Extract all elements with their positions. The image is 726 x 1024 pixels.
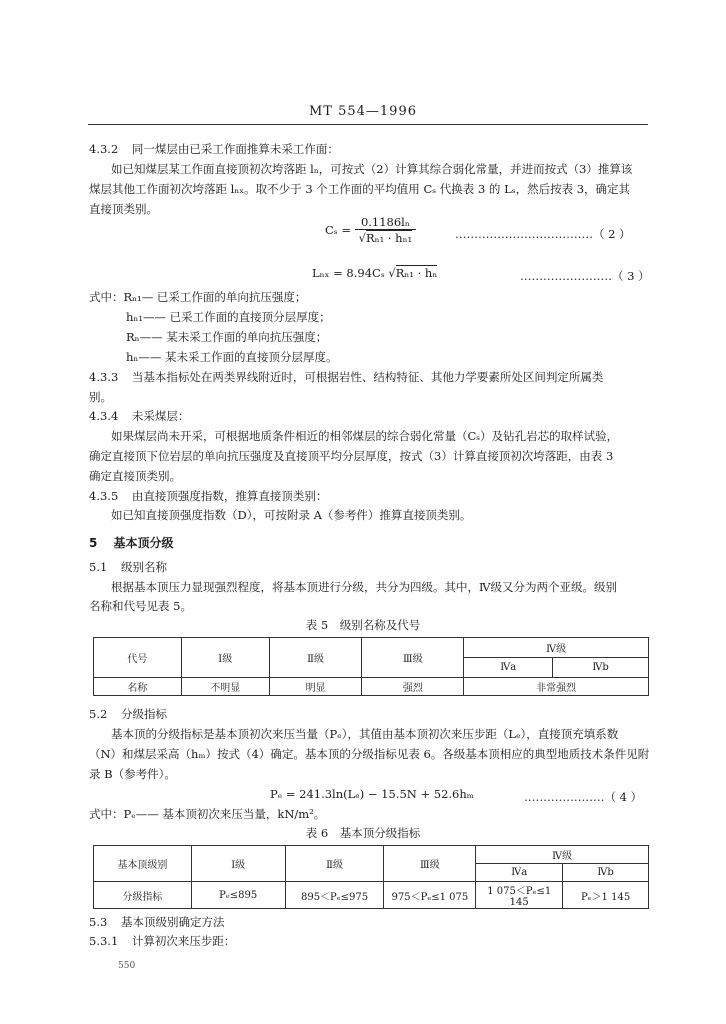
table-cell: 1 075＜Pₑ≤1 145 — [476, 882, 563, 909]
section-number: 4.3.5 — [89, 489, 119, 503]
section-5-3-1 — [89, 933, 235, 949]
table-cell: 强烈 — [362, 678, 464, 696]
section-5-2 — [89, 706, 167, 722]
section-4-3-4 — [89, 408, 189, 424]
table-cell: 明显 — [269, 678, 362, 696]
section-number: 5.1 — [89, 560, 108, 574]
formula-3-number: ……………………（ 3 ） — [520, 269, 650, 283]
section-number: 5.2 — [89, 707, 108, 721]
section-title: 基本顶级别确定方法 — [120, 915, 225, 929]
formula-4: Pₑ = 241.3ln(Lₑ) − 15.5N + 52.6hₘ — [270, 787, 474, 801]
where-line: 式中：Rₙ₁— 已采工作面的单向抗压强度； — [89, 290, 307, 304]
paragraph-line: 别。 — [89, 390, 112, 404]
formula-numerator: 0.1186lₙ — [355, 215, 417, 230]
paragraph-line: 如已知直接顶强度指数（D），可按附录 A（参考件）推算直接顶类别。 — [111, 508, 472, 522]
section-number: 4.3.3 — [89, 370, 119, 384]
where-line: hₙ—— 某未采工作面的直接顶分层厚度。 — [126, 350, 338, 364]
section-number: 5.3 — [89, 915, 108, 929]
table-header: Ⅳa — [476, 864, 563, 882]
table-header: Ⅱ级 — [269, 638, 362, 678]
table-cell: 非常强烈 — [464, 678, 649, 696]
formula-3: Lₙₓ = 8.94Cₛ √Rₙ₁ · hₙ — [312, 266, 438, 280]
page-number: 550 — [118, 961, 136, 971]
table-5 — [93, 637, 649, 696]
paragraph-line: （N）和煤层采高（hₘ）按式（4）确定。基本顶的分级指标见表 6。各级基本顶相应的典型地质技术条件见附 — [89, 747, 650, 761]
table-cell: 975＜Pₑ≤1 075 — [384, 882, 476, 909]
paragraph-line: 直接顶类别。 — [89, 202, 158, 216]
table-cell: Pₑ≤895 — [191, 882, 285, 909]
section-title: 级别名称 — [120, 560, 167, 574]
table-header: Ⅰ级 — [181, 638, 269, 678]
section-number: 5 — [89, 536, 98, 550]
table-header: 代号 — [94, 638, 182, 678]
table-header: Ⅲ级 — [384, 846, 476, 882]
table-cell: Pₑ＞1 145 — [563, 882, 649, 909]
paragraph-line: 如果煤层尚未开采，可根据地质条件相近的相邻煤层的综合弱化常量（Cₛ）及钻孔岩芯的取样试验， — [111, 429, 619, 443]
table-header: Ⅳa — [464, 658, 553, 678]
table-header: Ⅰ级 — [191, 846, 285, 882]
section-4-3-2 — [89, 141, 339, 157]
where-line: hₙ₁—— 已采工作面的直接顶分层厚度； — [126, 310, 331, 324]
page-header: MT 554—1996 — [308, 104, 417, 119]
table-header: Ⅳ级 — [464, 638, 649, 658]
formula-2: Cₛ = $\frac{\text{0.1186lₙ}}{\text{√Rₙ₁ · hₙ₁}}$ — [325, 215, 416, 245]
section-4-3-3 — [89, 369, 603, 385]
table-header: Ⅳb — [563, 864, 649, 882]
formula-lhs: Cₛ = — [325, 223, 351, 237]
paragraph-line: 煤层其他工作面初次垮落距 lₙₓ。取不少于 3 个工作面的平均值用 Cₛ 代换表 3 的 Lₛ，然后按表 3，确定其 — [89, 182, 631, 196]
section-number: 4.3.4 — [89, 409, 119, 423]
table-header: Ⅳb — [553, 658, 649, 678]
formula-denominator: Rₙ₁ · hₙ₁ — [365, 231, 413, 245]
table-cell: 不明显 — [181, 678, 269, 696]
paragraph-line: 确定直接顶类别。 — [89, 469, 181, 483]
section-5-1 — [89, 559, 167, 575]
section-title: 未采煤层： — [131, 409, 190, 423]
section-title: 分级指标 — [120, 707, 167, 721]
section-number: 4.3.2 — [89, 142, 119, 156]
paragraph-line: 基本顶的分级指标是基本顶初次来压当量（Pₑ），其值由基本顶初次来压步距（Lₑ），直接顶充填系数 — [111, 727, 619, 741]
table-header: Ⅳ级 — [476, 846, 649, 864]
section-number: 5.3.1 — [89, 934, 119, 948]
paragraph-line: 确定直接顶下位岩层的单向抗压强度及直接顶平均分层厚度，按式（3）计算直接顶初次垮落距，由表 3 — [89, 449, 614, 463]
formula-2-number: ………………………………（ 2 ） — [455, 227, 631, 241]
paragraph-line: 根据基本顶压力显现强烈程度，将基本顶进行分级，共分为四级。其中，Ⅳ级又分为两个亚级。级别 — [111, 580, 617, 594]
header-rule — [88, 124, 648, 125]
formula-4-number: …………………（ 4 ） — [524, 790, 643, 804]
table-6-caption: 表 6 基本顶分级指标 — [305, 826, 421, 840]
section-title: 由直接顶强度指数，推算直接顶类别： — [131, 489, 328, 503]
section-title: 同一煤层由已采工作面推算未采工作面： — [131, 142, 339, 156]
table-cell: 895＜Pₑ≤975 — [285, 882, 384, 909]
table-header: 基本顶级别 — [94, 846, 192, 882]
table-header: Ⅲ级 — [362, 638, 464, 678]
paragraph-line: 名称和代号见表 5。 — [89, 599, 192, 613]
where-line: Rₙ—— 某未采工作面的单向抗压强度； — [126, 330, 328, 344]
section-5 — [89, 534, 174, 551]
section-5-3 — [89, 914, 224, 930]
section-title: 计算初次来压步距： — [131, 934, 236, 948]
table-header: Ⅱ级 — [285, 846, 384, 882]
section-title: 基本顶分级 — [113, 536, 174, 550]
paragraph-line: 录 B（参考件）。 — [89, 767, 176, 781]
formula-radicand: Rₙ₁ · hₙ — [395, 266, 438, 280]
where-line: 式中：Pₑ—— 基本顶初次来压当量，kN/m²。 — [89, 807, 326, 821]
formula-body: Lₙₓ = 8.94Cₛ — [312, 266, 385, 280]
section-4-3-5 — [89, 488, 327, 504]
table-cell: 名称 — [94, 678, 182, 696]
paragraph-line: 当基本指标处在两类界线附近时，可根据岩性、结构特征、其他力学要素所处区间判定所属类 — [131, 370, 604, 384]
table-6 — [93, 845, 649, 909]
table-5-caption: 表 5 级别名称及代号 — [305, 618, 421, 632]
paragraph-line: 如已知煤层某工作面直接顶初次垮落距 lₙ，可按式（2）计算其综合弱化常量，并进而按式（3）推算该 — [111, 162, 633, 176]
table-cell: 分级指标 — [94, 882, 192, 909]
